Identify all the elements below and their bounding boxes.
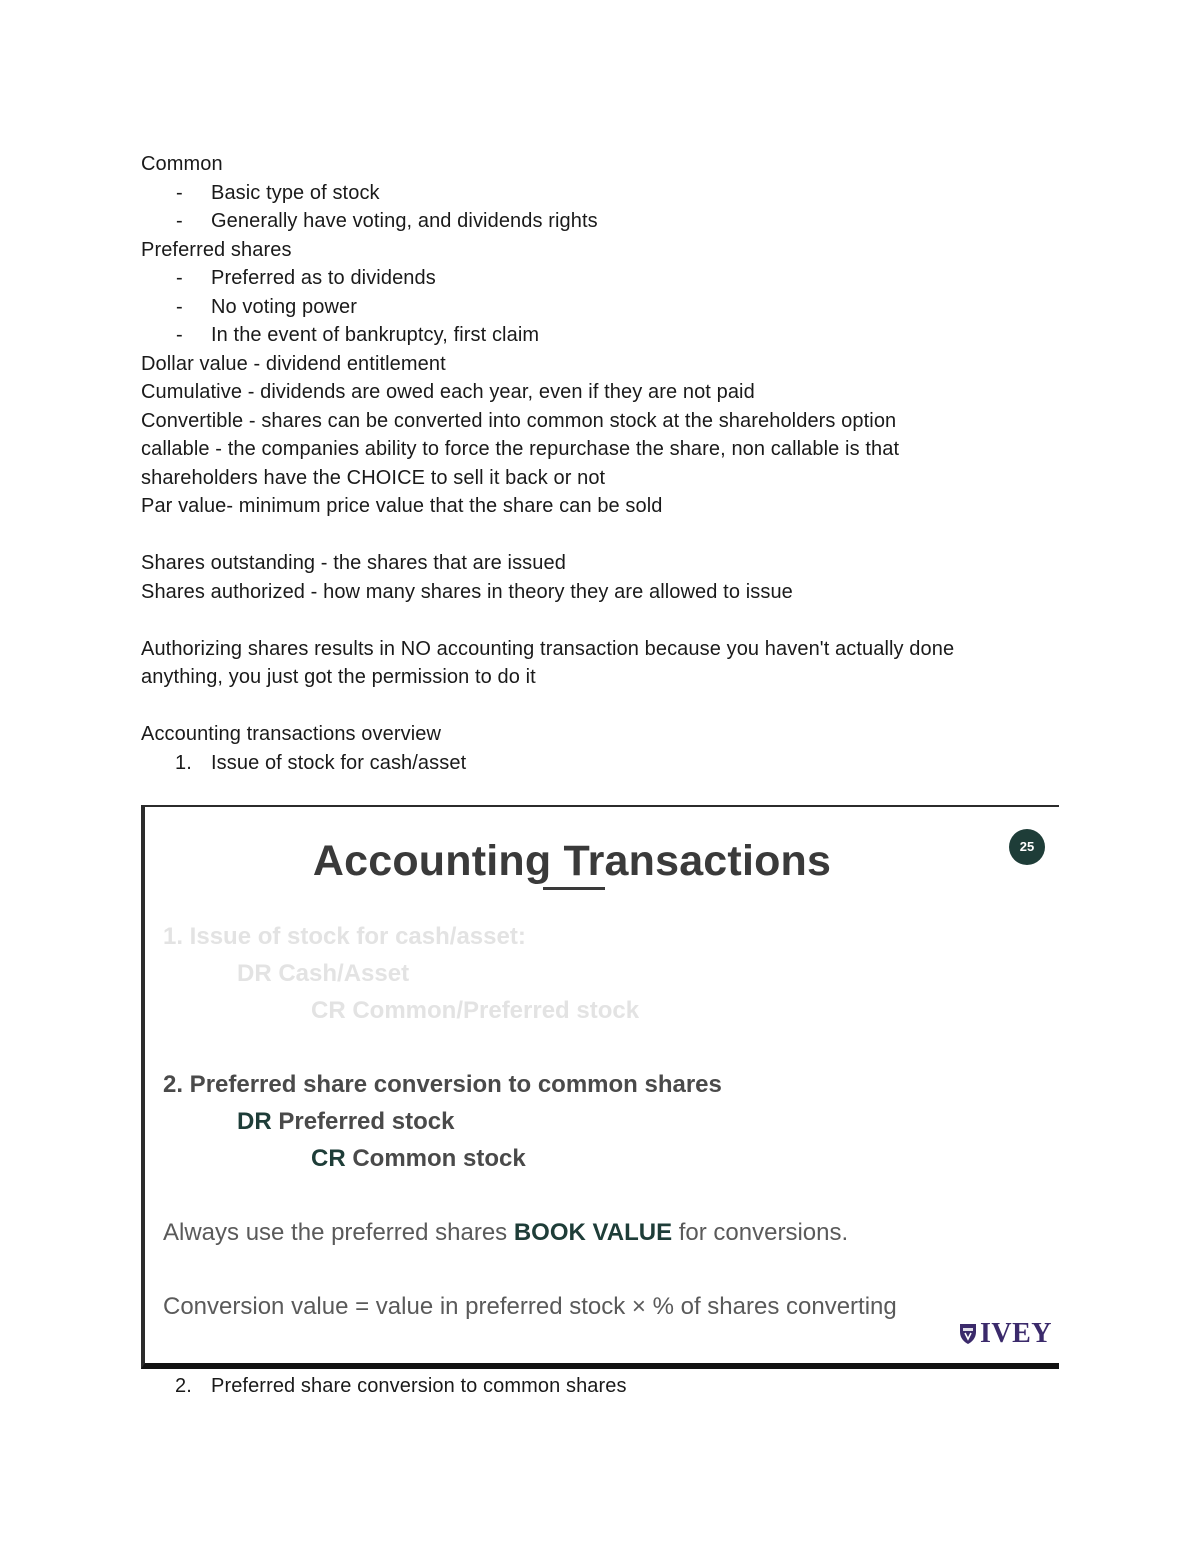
common-heading: Common xyxy=(141,153,223,175)
bullet-mark: - xyxy=(176,181,183,204)
notes-continued xyxy=(141,1372,1071,1401)
slide-item2-heading: 2. Preferred share conversion to common shares xyxy=(163,1071,722,1098)
list-item xyxy=(141,207,1071,236)
authorizing-line: Authorizing shares results in NO accounting transaction because you haven't actually done xyxy=(141,637,955,660)
slide-item2-credit xyxy=(311,1145,526,1173)
slide-item1-heading: 1. Issue of stock for cash/asset: xyxy=(163,923,526,950)
slide-item1-credit: CR Common/Preferred stock xyxy=(311,997,640,1024)
numbered-item xyxy=(141,1372,1071,1401)
callable-line-cont: shareholders have the CHOICE to sell it back or not xyxy=(141,466,606,489)
slide-image xyxy=(141,805,1059,1369)
list-item-text: No voting power xyxy=(211,295,358,318)
list-item xyxy=(141,293,1071,322)
par-value-line: Par value- minimum price value that the share can be sold xyxy=(141,495,663,517)
shares-authorized-line: Shares authorized - how many shares in theory they are allowed to issue xyxy=(141,580,793,603)
preferred-heading: Preferred shares xyxy=(141,238,292,261)
callable-line: callable - the companies ability to force the repurchase the share, non callable is that xyxy=(141,438,900,460)
slide-title: Accounting Transactions xyxy=(312,837,832,885)
list-item xyxy=(141,179,1071,208)
list-item-text: Basic type of stock xyxy=(211,181,380,204)
list-item-text: Generally have voting, and dividends rights xyxy=(211,210,598,232)
bullet-mark: - xyxy=(176,324,183,346)
spacer xyxy=(141,606,1071,635)
list-item xyxy=(141,264,1071,293)
dollar-value-line: Dollar value - dividend entitlement xyxy=(141,352,446,375)
numbered-item-text: Preferred share conversion to common shares xyxy=(211,1375,627,1397)
list-item xyxy=(141,321,1071,350)
item-number: 1. xyxy=(175,751,192,774)
debit-account: Preferred stock xyxy=(271,1108,455,1135)
bullet-mark: - xyxy=(176,295,183,318)
list-item-text: Preferred as to dividends xyxy=(211,267,436,289)
cumulative-line: Cumulative - dividends are owed each year, even if they are not paid xyxy=(141,381,755,403)
authorizing-line-cont: anything, you just got the permission to do it xyxy=(141,666,536,688)
note-text: Always use the preferred shares xyxy=(163,1219,514,1246)
item-number: 2. xyxy=(175,1375,192,1397)
credit-account: Common stock xyxy=(345,1145,526,1172)
slide-item2-debit xyxy=(237,1108,454,1136)
notes-body xyxy=(141,150,1071,777)
numbered-item-text: Issue of stock for cash/asset xyxy=(211,751,467,774)
slide-conversion-formula: Conversion value = value in preferred stock × % of shares converting xyxy=(163,1293,897,1320)
convertible-line: Convertible - shares can be converted into common stock at the shareholders option xyxy=(141,409,897,432)
bullet-mark: - xyxy=(176,267,183,289)
slide-book-value-note xyxy=(163,1219,848,1247)
spacer xyxy=(141,521,1071,550)
credit-label: CR xyxy=(311,1145,346,1172)
numbered-item xyxy=(141,749,1071,778)
shield-icon xyxy=(959,1323,977,1345)
spacer xyxy=(141,692,1071,721)
ivey-logo xyxy=(959,1319,1052,1349)
note-text-end: for conversions. xyxy=(672,1219,849,1246)
book-value-emphasis: BOOK VALUE xyxy=(513,1219,673,1246)
shares-outstanding-line: Shares outstanding - the shares that are issued xyxy=(141,552,566,574)
overview-heading: Accounting transactions overview xyxy=(141,723,442,745)
logo-wordmark: IVEY xyxy=(980,1318,1053,1349)
list-item-text: In the event of bankruptcy, first claim xyxy=(211,324,540,346)
debit-label: DR xyxy=(237,1108,272,1135)
slide-number-badge: 25 xyxy=(1009,829,1045,865)
slide-item1-debit: DR Cash/Asset xyxy=(237,960,410,987)
bullet-mark: - xyxy=(176,210,183,232)
title-underline xyxy=(543,887,605,890)
